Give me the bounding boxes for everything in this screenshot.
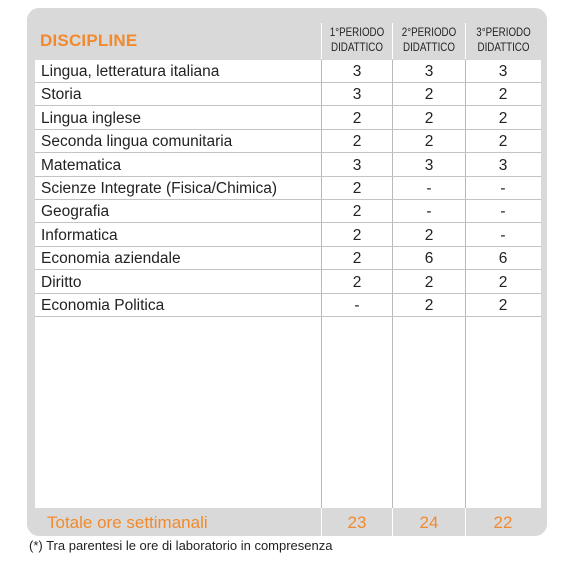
- hours-period-1: 2: [352, 180, 362, 197]
- hours-period-1: 2: [352, 133, 362, 151]
- total-period-2: 24: [419, 513, 439, 532]
- table-body: [35, 60, 541, 508]
- hours-period-2: 2: [424, 297, 434, 314]
- hours-period-2: 3: [424, 63, 434, 80]
- table-row: [35, 83, 541, 106]
- discipline-name: Storia: [41, 86, 82, 104]
- table-row: [35, 271, 541, 294]
- hours-period-3: 2: [498, 273, 508, 291]
- row-divider: [35, 316, 541, 317]
- period-2-line2: DIDATTICO: [403, 42, 455, 54]
- hours-period-3: 2: [498, 133, 508, 151]
- table-row: [35, 177, 541, 200]
- hours-period-2: 2: [424, 226, 434, 244]
- total-period-3: 22: [493, 513, 513, 532]
- hours-period-3: -: [500, 180, 506, 197]
- hours-period-1: 3: [352, 63, 362, 80]
- hours-period-3: -: [500, 226, 506, 244]
- discipline-header: DISCIPLINE: [40, 31, 138, 50]
- period-1-line2: DIDATTICO: [331, 42, 383, 54]
- totals-divider: [465, 508, 466, 536]
- period-3-header: [472, 26, 536, 56]
- period-2-line1: 2°PERIODO: [401, 27, 457, 39]
- hours-period-3: -: [500, 203, 506, 221]
- discipline-name: Seconda lingua comunitaria: [41, 133, 233, 151]
- hours-period-1: 3: [352, 86, 362, 104]
- hours-period-3: 3: [498, 156, 508, 174]
- totals-divider: [392, 508, 393, 536]
- table-row: [35, 154, 541, 177]
- hours-period-2: 2: [424, 133, 434, 151]
- hours-period-2: 2: [424, 86, 434, 104]
- discipline-name: Economia aziendale: [41, 250, 181, 268]
- hours-period-2: -: [426, 203, 432, 221]
- discipline-name: Diritto: [41, 273, 82, 291]
- table-row: [35, 130, 541, 153]
- table-row: [35, 200, 541, 223]
- hours-period-3: 6: [498, 250, 508, 268]
- period-1-line1: 1°PERIODO: [329, 27, 385, 39]
- table-row: [35, 224, 541, 247]
- hours-period-2: 2: [424, 273, 434, 291]
- period-1-header: [327, 26, 387, 56]
- header-divider: [321, 23, 322, 59]
- hours-period-1: 2: [352, 273, 362, 291]
- hours-period-3: 2: [498, 297, 508, 314]
- period-3-line2: DIDATTICO: [477, 42, 530, 54]
- hours-period-2: 6: [424, 250, 434, 268]
- hours-period-2: 3: [424, 156, 434, 174]
- hours-period-2: -: [426, 180, 432, 197]
- footnote: (*) Tra parentesi le ore di laboratorio in compresenza: [29, 538, 333, 553]
- hours-period-1: 2: [352, 226, 362, 244]
- table-row: [35, 60, 541, 83]
- discipline-name: Geografia: [41, 203, 110, 221]
- header-divider: [392, 23, 393, 59]
- totals-divider: [321, 508, 322, 536]
- totals-label: Totale ore settimanali: [47, 513, 208, 532]
- discipline-name: Lingua inglese: [41, 109, 141, 127]
- discipline-name: Economia Politica: [41, 297, 165, 314]
- totals-row: [35, 508, 541, 536]
- hours-period-3: 3: [498, 63, 508, 80]
- discipline-name: Matematica: [41, 156, 122, 174]
- total-period-1: 23: [347, 513, 367, 532]
- discipline-name: Informatica: [41, 226, 118, 244]
- discipline-name: Scienze Integrate (Fisica/Chimica): [41, 180, 278, 197]
- hours-period-1: 3: [352, 156, 362, 174]
- period-2-header: [398, 26, 459, 56]
- hours-period-1: 2: [352, 250, 362, 268]
- hours-period-1: 2: [352, 203, 362, 221]
- hours-period-1: 2: [352, 109, 362, 127]
- hours-period-3: 2: [498, 109, 508, 127]
- header-divider: [465, 23, 466, 59]
- period-3-line1: 3°PERIODO: [476, 27, 531, 39]
- table-row: [35, 247, 541, 270]
- table-row: [35, 107, 541, 130]
- hours-period-3: 2: [498, 86, 508, 104]
- table-header: [35, 23, 541, 59]
- hours-period-2: 2: [424, 109, 434, 127]
- table-row: [35, 294, 541, 317]
- hours-period-1: -: [354, 297, 360, 314]
- discipline-name: Lingua, letteratura italiana: [41, 63, 220, 80]
